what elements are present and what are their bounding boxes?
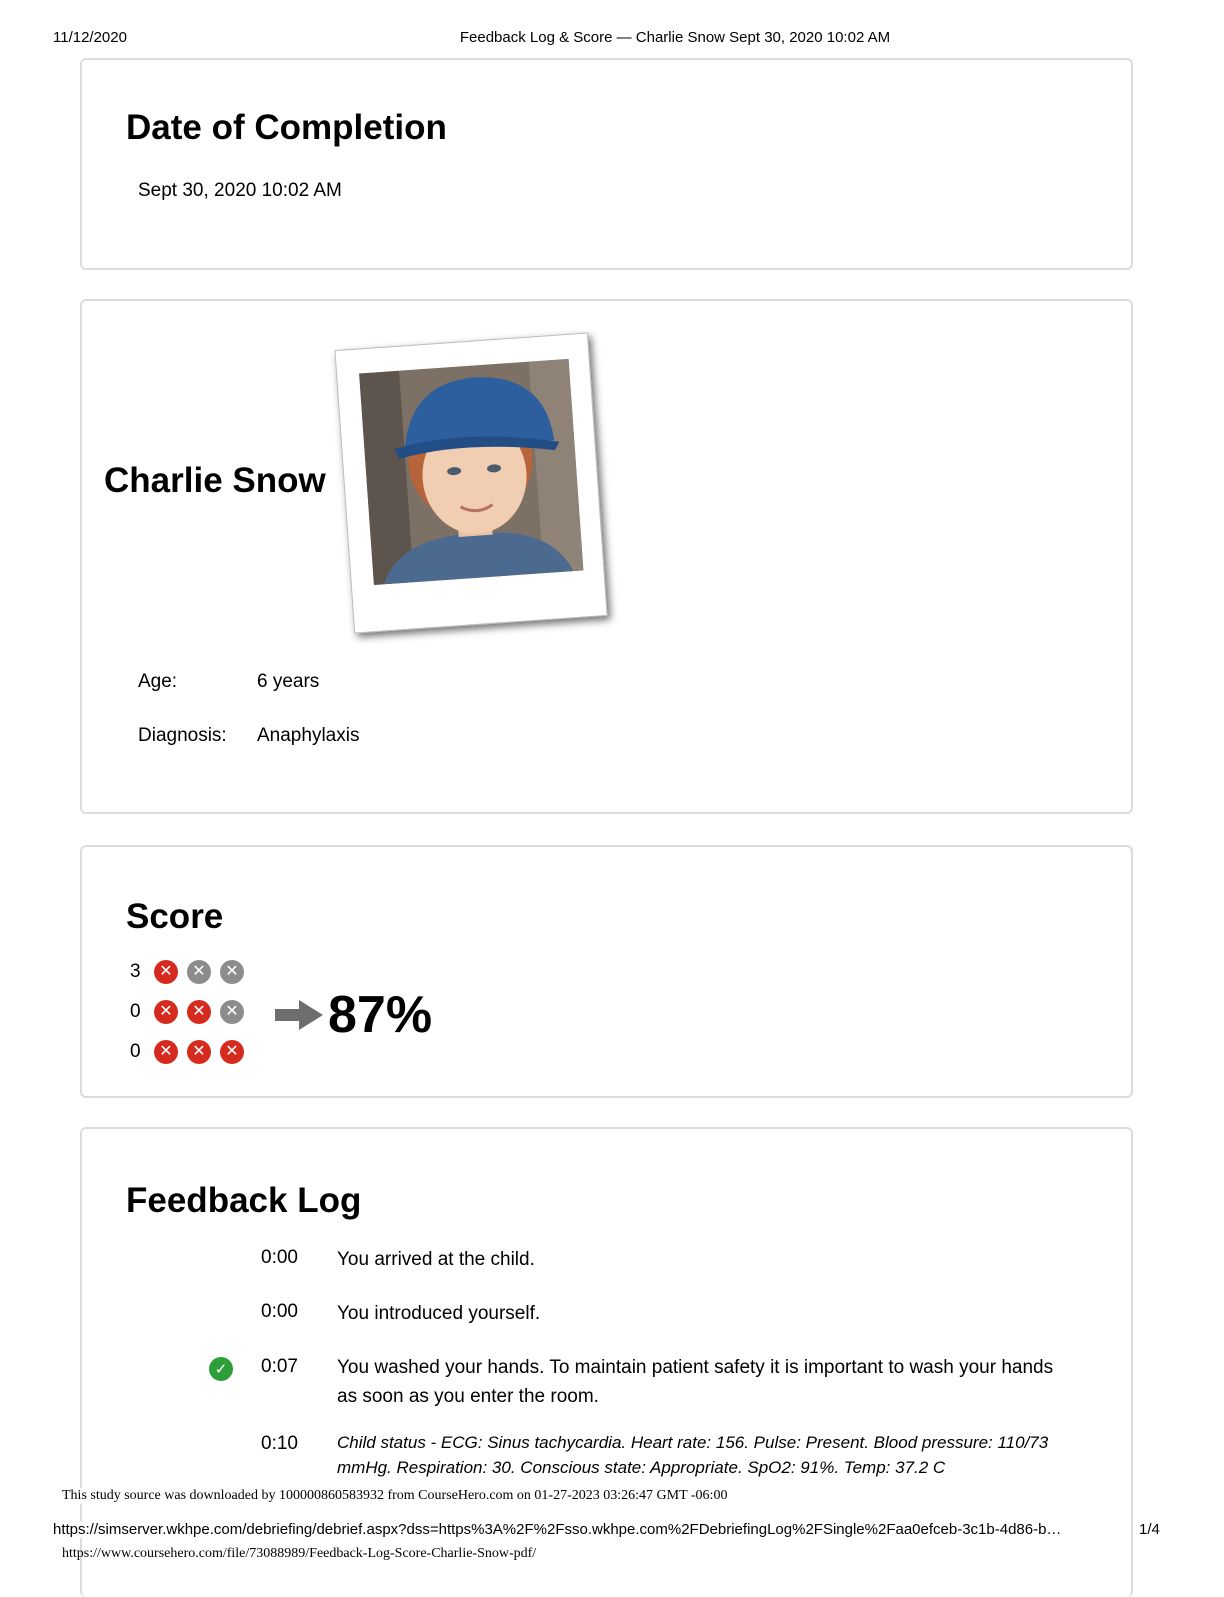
checkmark-icon: ✓ [209, 1357, 233, 1381]
red-x-icon: ✕ [154, 1040, 178, 1064]
grey-x-icon: ✕ [220, 960, 244, 984]
score-row [130, 999, 253, 1025]
page-number: 1/4 [1139, 1521, 1160, 1538]
print-date: 11/12/2020 [53, 29, 127, 46]
print-title: Feedback Log & Score — Charlie Snow Sept 30, 2020 10:02 AM [459, 29, 891, 46]
completion-card [80, 58, 1133, 270]
diagnosis-label: Diagnosis: [138, 725, 227, 746]
log-text: You washed your hands. To maintain patient safety it is important to wash your hands as soon as you enter the room. [337, 1357, 1054, 1407]
completion-heading: Date of Completion [126, 108, 447, 147]
log-text: Child status - ECG: Sinus tachycardia. Heart rate: 156. Pulse: Present. Blood pressure: 110/73 mmHg. Respiration: 30. Conscious state: Appropriate. SpO2: 91%. Temp: 37.2 C [337, 1433, 1049, 1477]
grey-x-icon: ✕ [220, 1000, 244, 1024]
diagnosis-value: Anaphylaxis [257, 725, 360, 746]
red-x-icon: ✕ [220, 1040, 244, 1064]
score-row [130, 959, 253, 985]
score-count: 0 [130, 1001, 141, 1022]
score-count: 0 [130, 1041, 141, 1062]
log-time: 0:00 [261, 1247, 298, 1268]
red-x-icon: ✕ [187, 1000, 211, 1024]
feedback-log-heading: Feedback Log [126, 1181, 362, 1220]
red-x-icon: ✕ [154, 960, 178, 984]
age-value: 6 years [257, 671, 320, 692]
score-card [80, 845, 1133, 1098]
source-note: This study source was downloaded by 100000860583932 from CourseHero.com on 01-27-2023 03:26:47 GMT -06:00 [62, 1488, 728, 1503]
log-time: 0:07 [261, 1356, 298, 1377]
red-x-icon: ✕ [154, 1000, 178, 1024]
log-time: 0:10 [261, 1433, 298, 1454]
completion-date: Sept 30, 2020 10:02 AM [138, 180, 342, 201]
patient-card [80, 299, 1133, 814]
log-text: You introduced yourself. [337, 1303, 541, 1324]
red-x-icon: ✕ [187, 1040, 211, 1064]
patient-name: Charlie Snow [104, 461, 326, 500]
log-text: You arrived at the child. [337, 1249, 535, 1270]
score-heading: Score [126, 897, 224, 936]
grey-x-icon: ✕ [187, 960, 211, 984]
footer-url[interactable]: https://simserver.wkhpe.com/debriefing/debrief.aspx?dss=https%3A%2F%2Fsso.wkhpe.com%2FDebriefingLog%2FSingle%2Faa0efceb-3c1b-4d86-b… [53, 1521, 1123, 1538]
patient-avatar-icon [359, 359, 583, 585]
arrow-right-icon [275, 1000, 323, 1030]
log-time: 0:00 [261, 1301, 298, 1322]
patient-photo-frame [334, 332, 607, 633]
score-percent: 87% [328, 986, 433, 1044]
score-count: 3 [130, 961, 141, 982]
coursehero-url[interactable]: https://www.coursehero.com/file/73088989/Feedback-Log-Score-Charlie-Snow-pdf/ [62, 1546, 537, 1561]
age-label: Age: [138, 671, 178, 692]
score-row [130, 1039, 253, 1065]
